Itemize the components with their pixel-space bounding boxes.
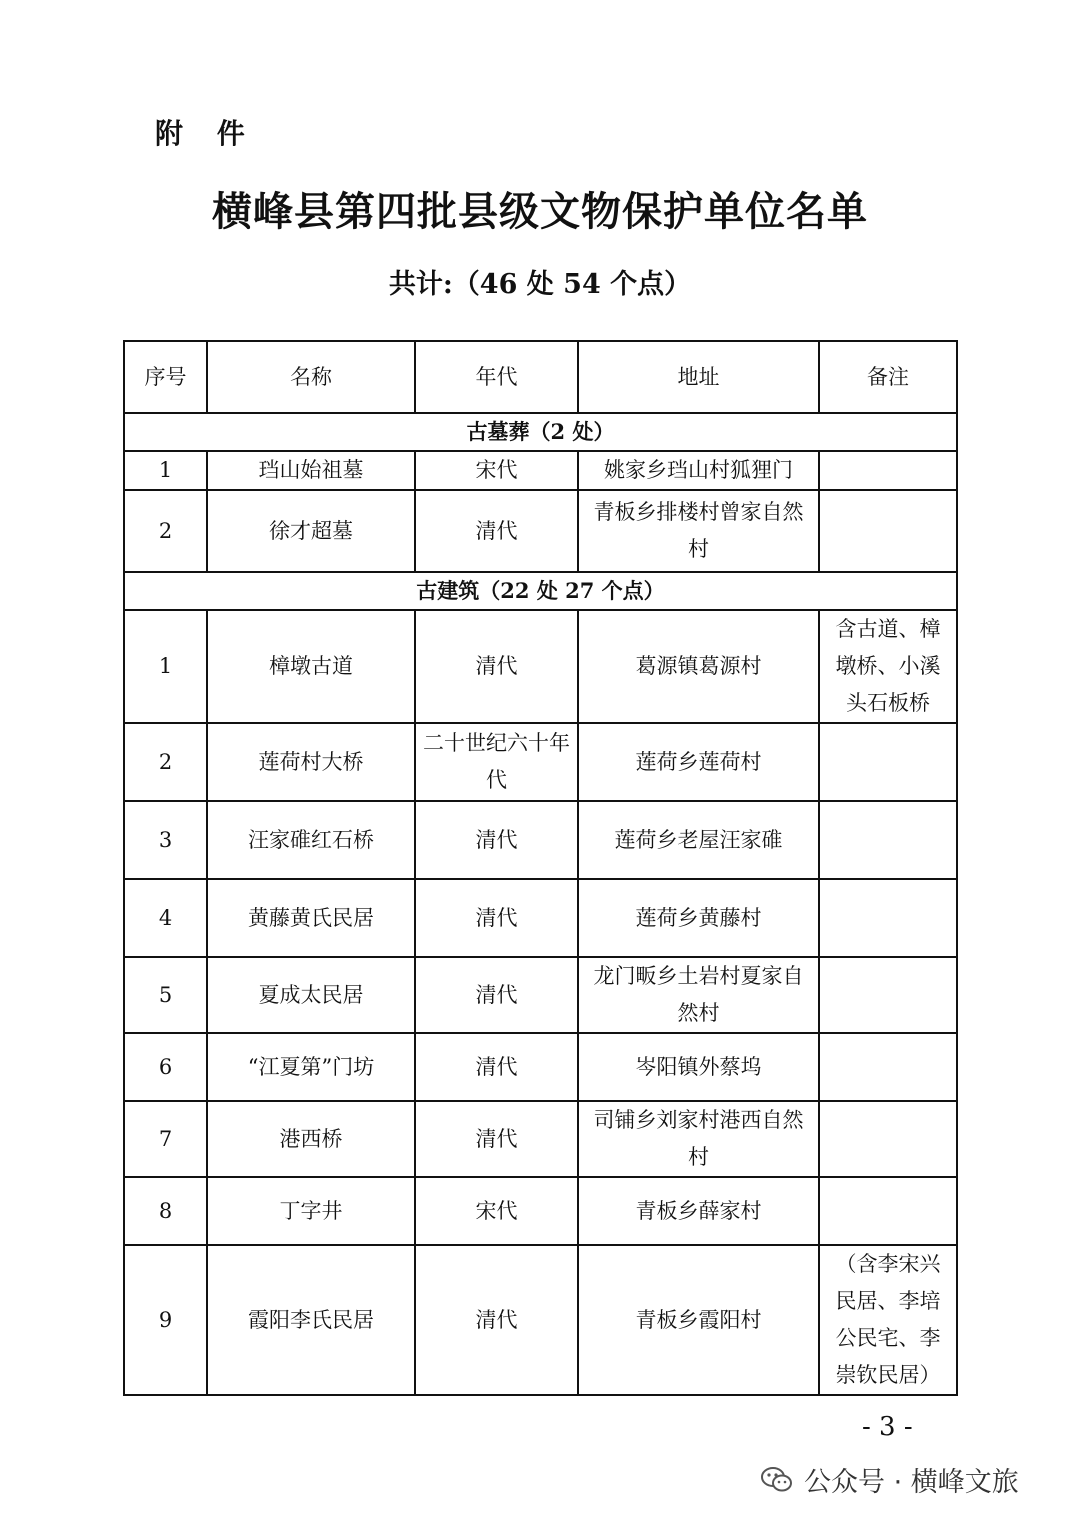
cell-era: 清代 xyxy=(415,957,578,1033)
cell-address: 青板乡薛家村 xyxy=(578,1177,819,1245)
table-row xyxy=(124,801,957,879)
cell-no: 5 xyxy=(124,957,207,1033)
cell-address: 青板乡霞阳村 xyxy=(578,1245,819,1395)
table-row xyxy=(124,1033,957,1101)
cell-note xyxy=(819,879,957,957)
attachment-label: 附 件 xyxy=(155,117,257,150)
column-header-no: 序号 xyxy=(124,341,207,413)
table-row xyxy=(124,610,957,723)
cell-era: 清代 xyxy=(415,1101,578,1177)
page-number: - 3 - xyxy=(862,1412,913,1442)
cell-era: 清代 xyxy=(415,1245,578,1395)
cell-name: 黄藤黄氏民居 xyxy=(207,879,415,957)
table-row xyxy=(124,1177,957,1245)
heritage-table xyxy=(123,340,958,1396)
cell-note xyxy=(819,957,957,1033)
cell-note xyxy=(819,490,957,572)
cell-name: 汪家碓红石桥 xyxy=(207,801,415,879)
cell-note xyxy=(819,1177,957,1245)
cell-address: 莲荷乡莲荷村 xyxy=(578,723,819,801)
cell-address: 龙门畈乡土岩村夏家自然村 xyxy=(578,957,819,1033)
cell-name: 霞阳李氏民居 xyxy=(207,1245,415,1395)
cell-name: “江夏第”门坊 xyxy=(207,1033,415,1101)
column-header-address: 地址 xyxy=(578,341,819,413)
cell-note xyxy=(819,1033,957,1101)
table-row xyxy=(124,879,957,957)
cell-address: 莲荷乡老屋汪家碓 xyxy=(578,801,819,879)
cell-name: 徐才超墓 xyxy=(207,490,415,572)
column-header-note: 备注 xyxy=(819,341,957,413)
cell-no: 3 xyxy=(124,801,207,879)
cell-no: 4 xyxy=(124,879,207,957)
cell-no: 9 xyxy=(124,1245,207,1395)
cell-no: 2 xyxy=(124,490,207,572)
cell-no: 2 xyxy=(124,723,207,801)
cell-era: 宋代 xyxy=(415,1177,578,1245)
cell-address: 岑阳镇外蔡坞 xyxy=(578,1033,819,1101)
wechat-icon xyxy=(760,1463,794,1497)
page-title: 横峰县第四批县级文物保护单位名单 xyxy=(212,188,868,235)
section-heading: 古墓葬（2 处） xyxy=(124,413,957,451)
cell-era: 清代 xyxy=(415,610,578,723)
cell-name: 港西桥 xyxy=(207,1101,415,1177)
table-row xyxy=(124,723,957,801)
cell-address: 姚家乡珰山村狐狸门 xyxy=(578,451,819,490)
cell-name: 丁字井 xyxy=(207,1177,415,1245)
section-heading-row xyxy=(124,413,957,451)
cell-address: 葛源镇葛源村 xyxy=(578,610,819,723)
cell-no: 7 xyxy=(124,1101,207,1177)
cell-name: 樟墩古道 xyxy=(207,610,415,723)
page-subtitle: 共计:（46 处 54 个点） xyxy=(388,269,692,300)
cell-note xyxy=(819,801,957,879)
column-header-name: 名称 xyxy=(207,341,415,413)
cell-note xyxy=(819,1101,957,1177)
cell-no: 6 xyxy=(124,1033,207,1101)
watermark xyxy=(760,1460,1019,1499)
cell-name: 夏成太民居 xyxy=(207,957,415,1033)
cell-era: 清代 xyxy=(415,490,578,572)
cell-note: 含古道、樟墩桥、小溪头石板桥 xyxy=(819,610,957,723)
cell-era: 清代 xyxy=(415,801,578,879)
cell-address: 莲荷乡黄藤村 xyxy=(578,879,819,957)
cell-no: 1 xyxy=(124,451,207,490)
column-header-era: 年代 xyxy=(415,341,578,413)
table-row xyxy=(124,490,957,572)
cell-name: 莲荷村大桥 xyxy=(207,723,415,801)
table-row xyxy=(124,957,957,1033)
cell-note xyxy=(819,723,957,801)
table-row xyxy=(124,451,957,490)
cell-era: 宋代 xyxy=(415,451,578,490)
cell-era: 二十世纪六十年代 xyxy=(415,723,578,801)
table-row xyxy=(124,1245,957,1395)
cell-note xyxy=(819,451,957,490)
cell-no: 8 xyxy=(124,1177,207,1245)
cell-address: 青板乡排楼村曾家自然村 xyxy=(578,490,819,572)
cell-address: 司铺乡刘家村港西自然村 xyxy=(578,1101,819,1177)
section-heading: 古建筑（22 处 27 个点） xyxy=(124,572,957,610)
cell-era: 清代 xyxy=(415,879,578,957)
watermark-text: 公众号 · 横峰文旅 xyxy=(804,1467,1019,1498)
cell-note: （含李宋兴民居、李培公民宅、李崇钦民居） xyxy=(819,1245,957,1395)
cell-no: 1 xyxy=(124,610,207,723)
cell-era: 清代 xyxy=(415,1033,578,1101)
section-heading-row xyxy=(124,572,957,610)
table-header-row xyxy=(124,341,957,413)
cell-name: 珰山始祖墓 xyxy=(207,451,415,490)
table-row xyxy=(124,1101,957,1177)
